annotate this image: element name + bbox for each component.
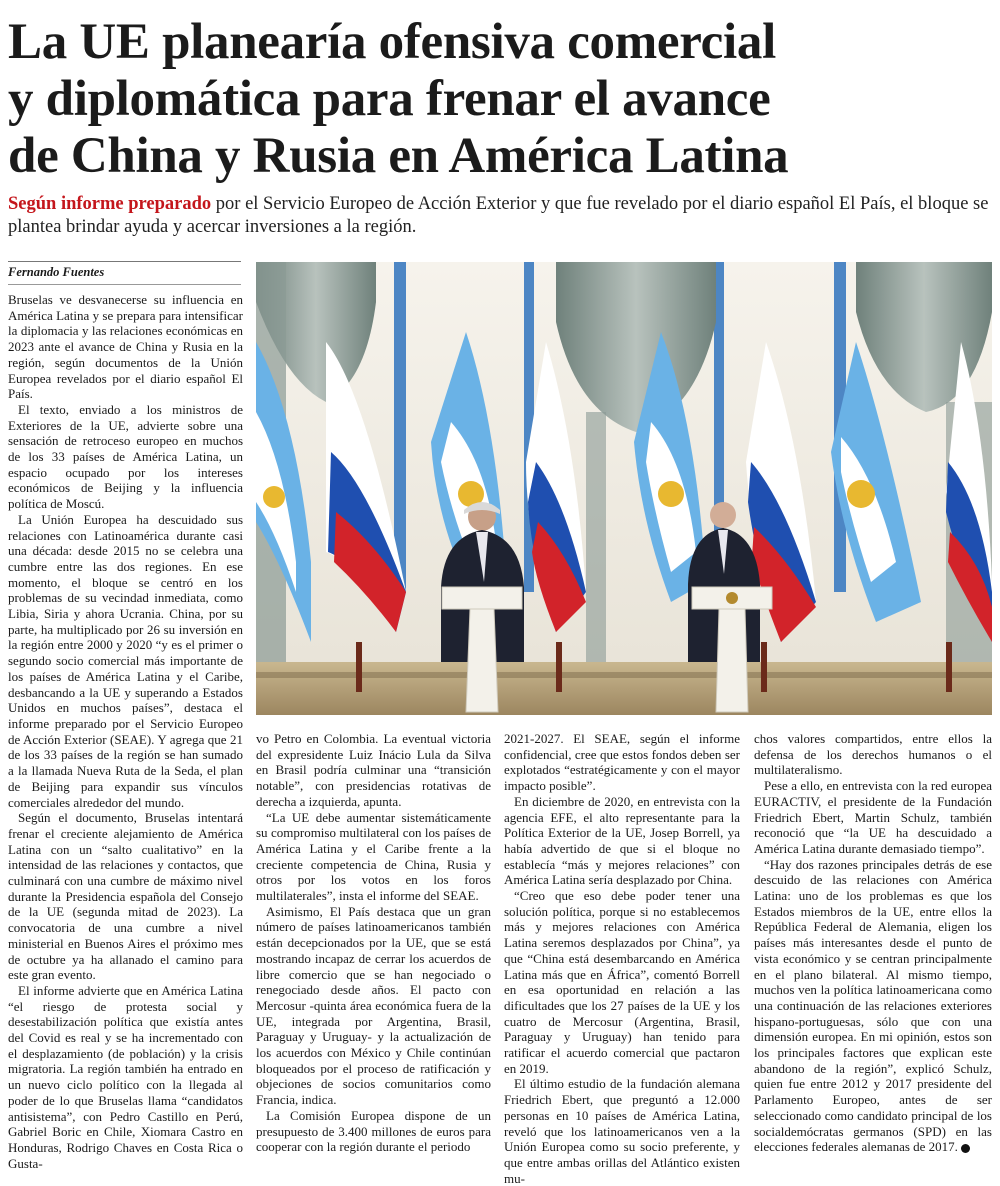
paragraph: Bruselas ve desvanecerse su influencia en América Latina y se prepara para intensificar la diplomacia y las relaciones económicas en 2023 ante el avance de China y Rusia en la región, según documentos de la Unión Europea revelados por el diario español El País. [8,292,243,402]
paragraph: El texto, enviado a los ministros de Exteriores de la UE, advierte sobre una sensación de retroceso europeo en muchos de los 33 países de América Latina, un espacio ocupado por los intereses económicos de Beijing y la influencia política de Moscú. [8,401,243,512]
column-3 [504,731,740,1186]
paragraph: En diciembre de 2020, en entrevista con la agencia EFE, el alto representante para la Política Exterior de la UE, Josep Borrell, ya había advertido de que si el bloque no establecía “más y mejores relaciones” con América Latina sería desplazado por China. [504,793,740,888]
paragraph: “Creo que eso debe poder tener una solución política, porque si no establecemos más y mejores relaciones con América Latina seremos desplazados por China”, ya que “China está desembarcando en América Latina más que en África”, comentó Borrell en esa oportunidad en relación a las dificultades que los 27 países de la UE y los cuatro de Mercosur (Argentina, Brasil, Paraguay y Uruguay) han tenido para ratificar el acuerdo comercial que pactaron en 2019. [504,888,740,1076]
byline: Fernando Fuentes [8,261,241,280]
paragraph: 2021-2027. El SEAE, según el informe confidencial, cree que estos fondos deben ser explotados “estratégicamente y con el mayor impacto posible”. [504,731,740,794]
paragraph [754,857,992,1155]
press-conference-photo [256,262,992,715]
paragraph: Asimismo, El País destaca que un gran número de países latinoamericanos también están decepcionados por la UE, que se está mostrando incapaz de cerrar los acuerdos de libre comercio que se han negociado o renegociado desde años. El pacto con Mercosur -quinta área económica fuera de la UE, integrada por Argentina, Brasil, Paraguay y Uruguay- y la actualización de los acuerdos con México y Chile continúan bloqueados por el proceso de ratificación y objeciones de socios comunitarios como Francia, indica. [256,903,491,1108]
pilaster [394,262,406,592]
paragraph: “La UE debe aumentar sistemáticamente su compromiso multilateral con los países de América Latina y el Caribe frente a la creciente competencia de China, Rusia y otros por los votos en los foros multilaterales”, insta el informe del SEAE. [256,809,491,904]
paragraph: Pese a ello, en entrevista con la red europea EURACTIV, el presidente de la Fundación Friedrich Ebert, Martin Schulz, también reconoció que “la UE ha descuidado a América Latina durante demasiado tiempo”. [754,778,992,856]
headline-line-2: y diplomática para frenar el avance [8,71,771,127]
headline [8,14,993,185]
headline-line-1: La UE planearía ofensiva comercial [8,14,776,70]
byline-rule [8,284,241,285]
paragraph-text: “Hay dos razones principales detrás de ese descuido de las relaciones con América Latina: uno de los problemas es que los Estados miembros de la UE, entre ellos la República Federal de Alemania, eligen los países más interesantes desde el punto de vista económico y se centran principalmente en el plano bilateral. Al mismo tiempo, muchos ven la política latinoamericana como una continuación de las relaciones exteriores hispano-portuguesas, sólo que con una dimensión europea. En mi opinión, estos son los principales factores que explican este abandono de la región”, explicó Schulz, quien fue entre 2012 y 2017 presidente del Parlamento Europeo, antes de ser seleccionado como candidato principal de los socialdemócratas germanos (SPD) en las elecciones federales alemanas de 2017. [754,856,992,1155]
paragraph: La Comisión Europea dispone de un presupuesto de 3.400 millones de euros para cooperar con la región durante el periodo [256,1107,491,1155]
standfirst-text: por el Servicio Europeo de Acción Exterior y que fue revelado por el diario español El País, el bloque se plantea brindar ayuda y acercar inversiones a la región. [8,194,989,237]
paragraph: El último estudio de la fundación alemana Friedrich Ebert, que preguntó a 12.000 personas en 10 países de América Latina, reveló que los latinoamericanos ven a la Unión Europea como su socio preferente, y que entre ambas orillas del Atlántico existen mu- [504,1076,740,1186]
column-1 [8,292,243,1171]
paragraph: La Unión Europea ha descuidado sus relaciones con Latinoamérica durante casi una década: desde 2015 no se celebra una cumbre entre las dos regiones. En ese momento, el bloque se centró en los problemas de su vecindad inmediata, como Libia, Siria y ahora Ucrania. China, por su parte, ha multiplicado por 26 su inversión en la región entre 2000 y 2020 “y es el primer o segundo socio comercial más importante de los países de América Latina y el Caribe, desbancando a la UE y superando a Estados Unidos en muchos países”, destaca el informe preparado por el Servicio Europeo de Acción Exterior (SEAE). Y agrega que 21 de los 33 países de la región se han sumado a la llamada Nueva Ruta de la Seda, el plan de Beijing para expandir sus vínculos comerciales alrededor del mundo. [8,511,243,810]
column-4 [754,731,992,1161]
paragraph: vo Petro en Colombia. La eventual victoria del expresidente Luiz Inácio Lula da Silva en Brasil podría culminar una “transición notable”, con presidencias rotativas de derecha a izquierda, apunta. [256,731,491,809]
standfirst-lead: Según informe preparado [8,194,212,214]
headline-line-3: de China y Rusia en América Latina [8,128,789,184]
column-2 [256,731,491,1161]
paragraph: El informe advierte que en América Latina “el riesgo de protesta social y desestabilización política que existía antes del Covid es real y se ha incrementado con el desplazamiento (de población) y la crisis migratoria. La región también ha entrado en un nuevo ciclo político con la llegada al poder de lo que Bruselas llama “candidatos antisistema”, con Pedro Castillo en Perú, Gabriel Boric en Chile, Xiomara Castro en Honduras, Rodrigo Chaves en Costa Rica o Gusta- [8,982,243,1171]
news-photo [256,262,992,715]
paragraph: chos valores compartidos, entre ellos la defensa de los derechos humanos o el multilateralismo. [754,731,992,778]
standfirst [8,193,993,239]
end-of-article-icon [961,1144,970,1153]
floor [256,662,992,715]
paragraph: Según el documento, Bruselas intentará frenar el creciente alejamiento de América Latina con un “salto cualitativo” en la intensidad de las relaciones y contactos, que culminará con una cumbre de máximo nivel durante la Presidencia española del Consejo de la UE (segunda mitad de 2023). La convocatoria de una cumbre a nivel ministerial en Buenos Aires el próximo mes de octubre ya ha allanado el camino para este gran evento. [8,810,243,983]
